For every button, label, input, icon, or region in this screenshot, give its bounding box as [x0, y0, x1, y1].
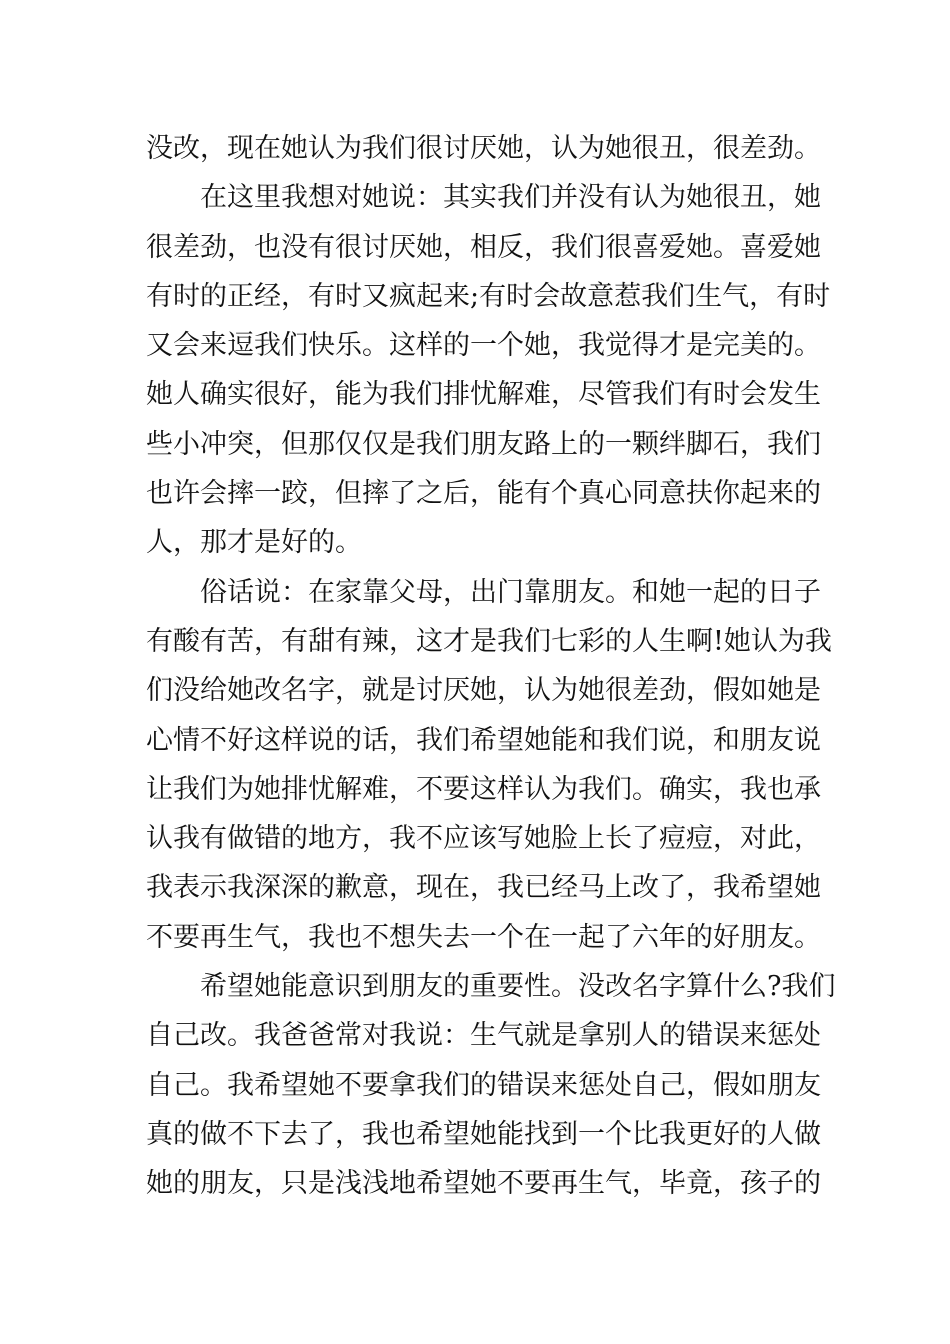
text-line: 没改，现在她认为我们很讨厌她，认为她很丑，很差劲。	[146, 133, 821, 164]
text-line: 们没给她改名字，就是讨厌她，认为她很差劲，假如她是	[146, 675, 821, 707]
text-line: 人，那才是好的。	[146, 527, 362, 559]
text-line: 些小冲突，但那仅仅是我们朋友路上的一颗绊脚石，我们	[146, 428, 821, 460]
text-line: 又会来逗我们快乐。这样的一个她，我觉得才是完美的。	[146, 330, 821, 362]
text-line: 认我有做错的地方，我不应该写她脸上长了痘痘，对此，	[146, 823, 821, 855]
text-line: 真的做不下去了，我也希望她能找到一个比我更好的人做	[146, 1118, 821, 1150]
text-line: 也许会摔一跤，但摔了之后，能有个真心同意扶你起来的	[146, 478, 821, 510]
text-line: 我表示我深深的歉意，现在，我已经马上改了，我希望她	[146, 872, 821, 904]
paragraph-start-line: 在这里我想对她说：其实我们并没有认为她很丑，她	[200, 182, 821, 214]
paragraph-start-line: 俗话说：在家靠父母，出门靠朋友。和她一起的日子	[200, 576, 821, 608]
body-text	[146, 124, 836, 1209]
text-line: 自己。我希望她不要拿我们的错误来惩处自己，假如朋友	[146, 1069, 821, 1101]
text-line: 她的朋友，只是浅浅地希望她不要再生气，毕竟，孩子的	[146, 1168, 821, 1200]
text-line: 她人确实很好，能为我们排忧解难，尽管我们有时会发生	[146, 379, 821, 411]
text-line: 自己改。我爸爸常对我说：生气就是拿别人的错误来惩处	[146, 1020, 821, 1052]
text-line: 不要再生气，我也不想失去一个在一起了六年的好朋友。	[146, 921, 821, 953]
text-line: 很差劲，也没有很讨厌她，相反，我们很喜爱她。喜爱她	[146, 231, 821, 263]
text-line: 心情不好这样说的话，我们希望她能和我们说，和朋友说	[146, 724, 821, 756]
paragraph-start-line: 希望她能意识到朋友的重要性。没改名字算什么?我们	[200, 971, 836, 1003]
text-line: 有时的正经，有时又疯起来;有时会故意惹我们生气，有时	[146, 280, 831, 312]
text-line: 让我们为她排忧解难，不要这样认为我们。确实，我也承	[146, 773, 821, 805]
text-line: 有酸有苦，有甜有辣，这才是我们七彩的人生啊!她认为我	[146, 625, 832, 657]
